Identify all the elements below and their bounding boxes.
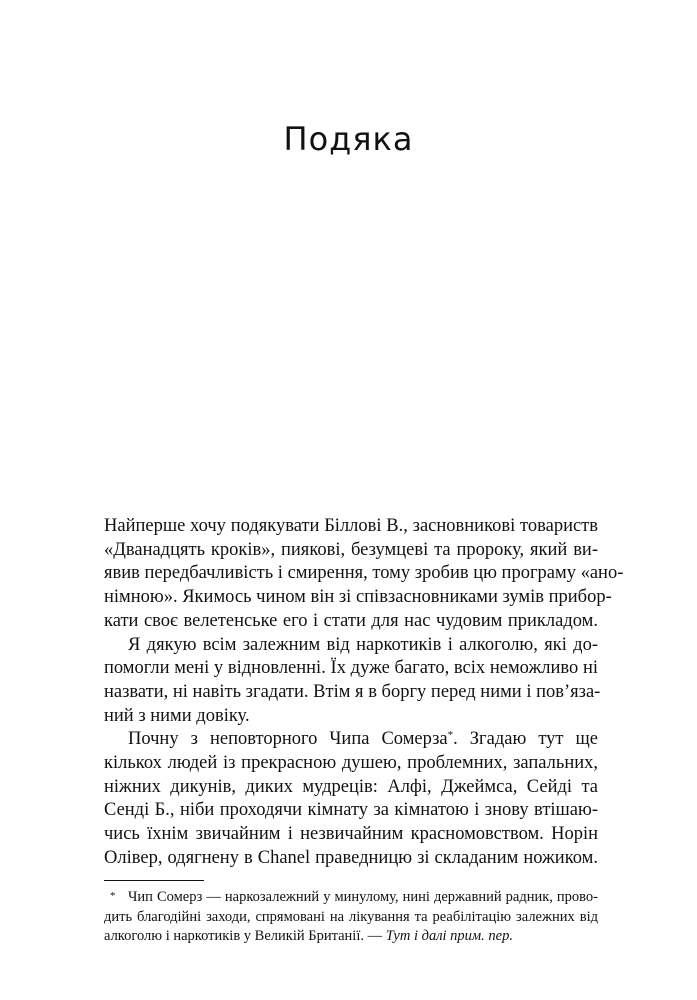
text-line: Я дякую всім залежним від наркотиків і алкоголю, які до- [128, 634, 598, 655]
footnote-line-last [104, 927, 598, 947]
text-line: ніжних дикунів, диких мудреців: Алфі, Джеймса, Сейді та [104, 776, 598, 797]
text-line: ний з ними довіку. [104, 705, 250, 726]
body-text [104, 515, 624, 871]
text-segment: . Згадаю тут ще [453, 729, 598, 750]
footnote-mark: * [110, 890, 116, 902]
page-title: Подяка [283, 120, 414, 158]
text-line: явив передбачливість і смирення, тому зробив цю програму «ано- [104, 563, 624, 584]
text-line: чись їхнім звичайним і незвичайним красномовством. Норін [104, 824, 598, 845]
text-line-with-footnote [104, 728, 598, 752]
text-line: німною». Якимось чином він зі співзасновниками зумів прибор- [104, 587, 612, 608]
text-line: «Дванадцять кроків», пиякові, безумцеві та пророку, який ви- [104, 539, 598, 560]
text-line: Найперше хочу подякувати Біллові В., засновникові товариств [104, 516, 598, 536]
text-line: помогли мені у відновленні. Їх дуже багато, всіх неможливо ні [104, 658, 598, 679]
footnote [104, 888, 598, 947]
text-line: кати своє велетенське его і стати для нас чудовим прикладом. [104, 610, 598, 631]
text-line: назвати, ні навіть згадати. Втім я в боргу перед ними і пов’яза- [104, 681, 601, 702]
footnote-divider [104, 880, 204, 881]
footnote-text: алкоголю і наркотиків у Великій Британії. — [104, 928, 386, 944]
footnote-line: Чип Сомерз — наркозалежний у минулому, нині державний радник, прово- [128, 889, 598, 905]
translator-note: Тут і далі прим. пер. [385, 928, 513, 944]
text-segment: Почну з неповторного Чипа Сомерза [128, 729, 448, 750]
footnote-reference: * [447, 729, 454, 742]
footnote-line: дить благодійні заходи, спрямовані на лікування та реабілітацію залежних від [104, 908, 598, 925]
text-line: кількох людей із прекрасною душею, проблемних, запальних, [104, 753, 598, 774]
text-line: Олівер, одягнену в Chanel праведницю зі складаним ножиком. [104, 847, 598, 868]
text-line: Сенді Б., ніби проходячи кімнату за кімнатою і знову втішаю- [104, 800, 598, 821]
